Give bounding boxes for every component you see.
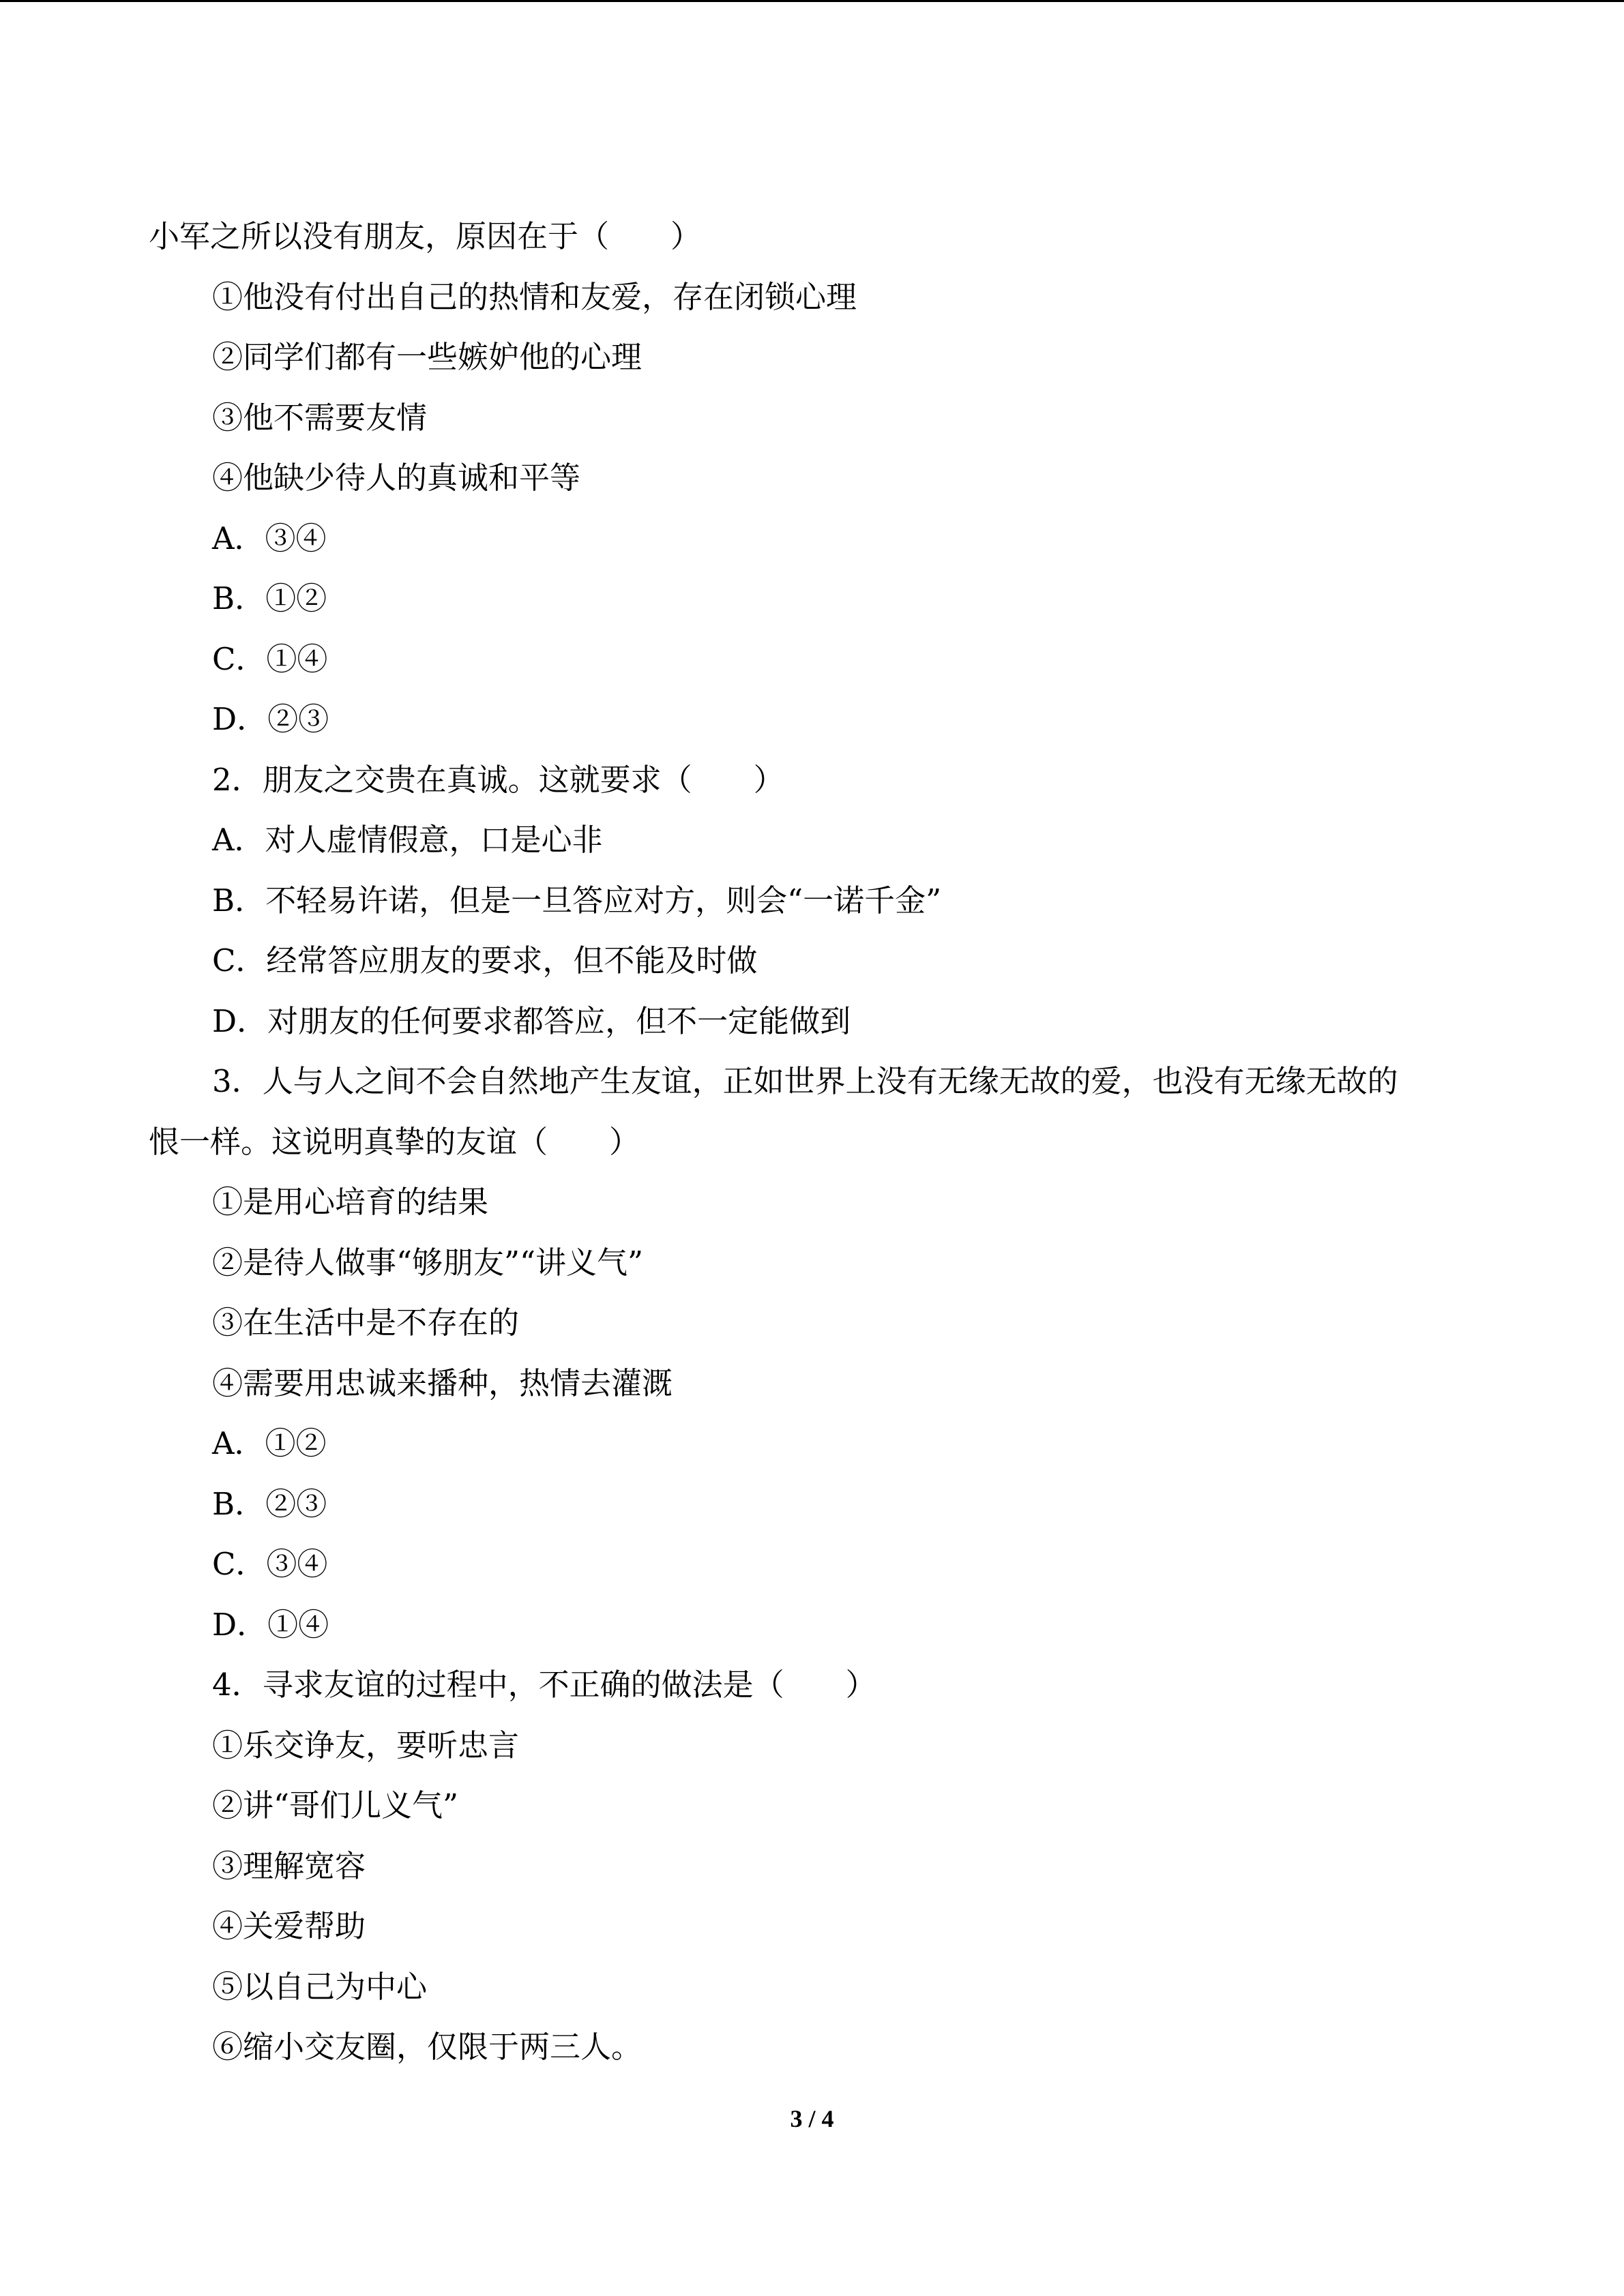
question-2-option-c: C．经常答应朋友的要求，但不能及时做 xyxy=(212,942,758,979)
question-3-option-a: A．①② xyxy=(212,1425,327,1461)
question-2-option-d: D．对朋友的任何要求都答应，但不一定能做到 xyxy=(212,1002,851,1039)
question-1-option-c: C．①④ xyxy=(212,640,328,677)
question-4-statement-6: ⑥缩小交友圈，仅限于两三人。 xyxy=(212,2029,643,2065)
question-1-option-a: A．③④ xyxy=(212,520,327,556)
question-3-stem-continued: 恨一样。这说明真挚的友谊（ ） xyxy=(149,1123,640,1160)
question-3-statement-4: ④需要用忠诚来播种，热情去灌溉 xyxy=(212,1365,673,1401)
question-3-statement-3: ③在生活中是不存在的 xyxy=(212,1304,520,1341)
question-1-statement-1: ①他没有付出自己的热情和友爱，存在闭锁心理 xyxy=(212,278,857,315)
question-1-statement-3: ③他不需要友情 xyxy=(212,399,428,436)
question-1-option-b: B．①② xyxy=(212,580,327,616)
question-3-option-d: D．①④ xyxy=(212,1606,329,1643)
question-2-option-b: B．不轻易许诺，但是一旦答应对方，则会“一诺千金” xyxy=(212,882,942,919)
question-3-statement-1: ①是用心培育的结果 xyxy=(212,1184,489,1220)
question-content xyxy=(149,207,1486,2078)
question-1-statement-4: ④他缺少待人的真诚和平等 xyxy=(212,460,581,496)
question-1-stem: 小军之所以没有朋友，原因在于（ ） xyxy=(149,218,702,254)
question-3-stem: 3．人与人之间不会自然地产生友谊，正如世界上没有无缘无故的爱，也没有无缘无故的 xyxy=(212,1063,1398,1099)
question-1-option-d: D．②③ xyxy=(212,701,329,737)
question-3-statement-2: ②是待人做事“够朋友”“讲义气” xyxy=(212,1244,644,1281)
question-3-option-b: B．②③ xyxy=(212,1485,327,1522)
question-2-option-a: A．对人虚情假意，口是心非 xyxy=(212,822,603,858)
question-4-statement-2: ②讲“哥们儿义气” xyxy=(212,1787,459,1823)
page-number: 3 / 4 xyxy=(790,2105,834,2132)
question-2-stem: 2．朋友之交贵在真诚。这就要求（ ） xyxy=(212,761,784,798)
question-1-statement-2: ②同学们都有一些嫉妒他的心理 xyxy=(212,339,643,375)
question-3-option-c: C．③④ xyxy=(212,1546,328,1582)
question-4-statement-5: ⑤以自己为中心 xyxy=(212,1968,428,2005)
question-4-statement-1: ①乐交诤友，要听忠言 xyxy=(212,1727,520,1763)
question-4-statement-4: ④关爱帮助 xyxy=(212,1908,366,1944)
question-4-stem: 4．寻求友谊的过程中，不正确的做法是（ ） xyxy=(212,1667,876,1703)
question-4-statement-3: ③理解宽容 xyxy=(212,1847,366,1884)
